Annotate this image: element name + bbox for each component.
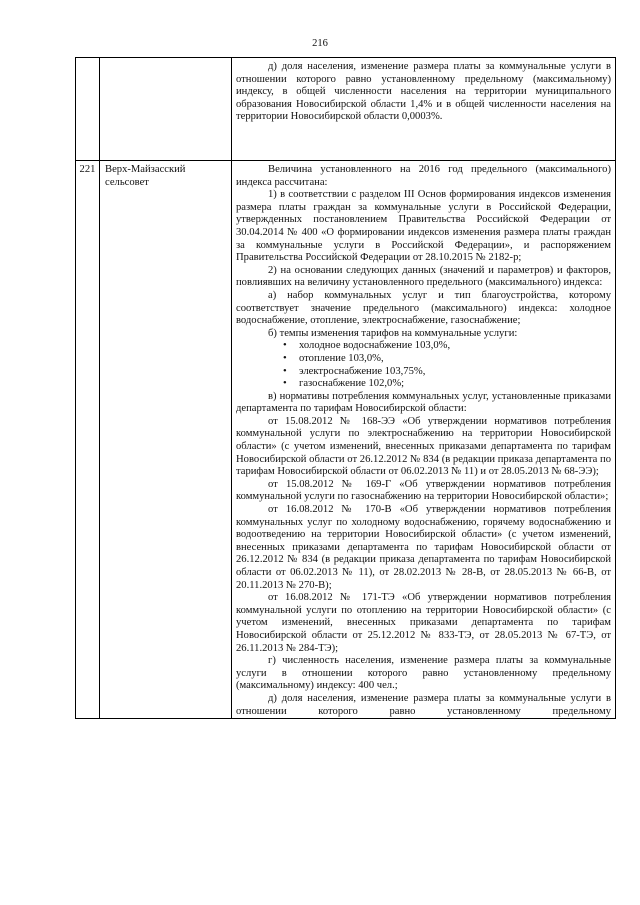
list-item: • отопление 103,0%, — [283, 352, 384, 364]
table-row — [76, 58, 616, 161]
content-cell — [232, 58, 616, 161]
paragraph-d: д) доля населения, изменение размера платы за коммунальные услуги в отношении которого равно установленному предельному — [236, 692, 611, 717]
paragraph-b: б) темпы изменения тарифов на коммунальные услуги: — [268, 327, 518, 339]
table-row — [76, 161, 616, 719]
bullet-icon: • — [283, 378, 287, 390]
paragraph-norm-170: от 16.08.2012 № 170-В «Об утверждении нормативов потребления коммунальных услуг по холодному водоснабжению, горячему водоснабжению и водоотведению на территории Новосибирской области» (с учетом изменений, внесенных приказами департамента по тарифам Новосибирской области от 26.12.2012 № 834 (в редакции приказа департамента по тарифам Новосибирской области от 06.02.2013 № 11), от 28.02.2013 № 28-В, от 28.05.2013 № 66-В, от 20.11.2013 № 270-В); — [236, 504, 611, 591]
paragraph-item-2: 2) на основании следующих данных (значений и параметров) и факторов, повлиявших на величину установленного предельного (максимального) индекса: — [236, 264, 611, 289]
list-item: • электроснабжение 103,75%, — [283, 365, 426, 377]
paragraph-g: г) численность населения, изменение размера платы за коммунальные услуги в отношении которого равно установленному предельному (максимальному) индексу: 400 чел.; — [236, 655, 611, 692]
page-number: 216 — [312, 38, 328, 49]
bullet-icon: • — [283, 340, 287, 352]
row-number-cell — [76, 58, 100, 161]
list-item: • холодное водоснабжение 103,0%, — [283, 340, 451, 352]
paragraph-norm-171: от 16.08.2012 № 171-ТЭ «Об утверждении нормативов потребления коммунальной услуги по отоплению на территории Новосибирской области» (с учетом изменений, внесенных приказами департамента по тарифам Новосибирской области от 25.12.2012 № 833-ТЭ, от 28.05.2013 № 67-ТЭ, от 26.11.2013 № 284-ТЭ); — [236, 592, 611, 654]
paragraph-v: в) нормативы потребления коммунальных услуг, установленные приказами департамента по тарифам Новосибирской области: — [236, 390, 611, 415]
paragraph-a: а) набор коммунальных услуг и тип благоустройства, которому соответствует значение предельного (максимального) индекса: холодное водоснабжение, отопление, электроснабжение, газоснабжение; — [236, 289, 611, 327]
paragraph-share-continued: д) доля населения, изменение размера платы за коммунальные услуги в отношении которого равно установленному предельному (максимальному) индексу, в общей численности населения на территории муниципального образования Новосибирской области 1,4% и в общей численности населения на территории Новосибирской области 0,0003%. — [236, 61, 611, 123]
paragraph-item-1: 1) в соответствии с разделом III Основ формирования индексов изменения размера платы граждан за коммунальные услуги в Российской Федерации, утвержденных постановлением Правительства Российской Федерации от 30.04.2014 № 400 «О формировании индексов изменения размера платы граждан за коммунальные услуги в Российской Федерации», и распоряжением Правительства Российской Федерации от 28.10.2015 № 2182-р; — [236, 189, 611, 264]
document-table — [75, 57, 616, 719]
row-number-cell: 221 — [76, 161, 100, 719]
paragraph-intro: Величина установленного на 2016 год предельного (максимального) индекса рассчитана: — [236, 164, 611, 188]
bullet-icon: • — [283, 352, 287, 364]
bullet-icon: • — [283, 365, 287, 377]
municipality-name-cell: Верх-Майзасский сельсовет — [100, 161, 232, 719]
paragraph-norm-168: от 15.08.2012 № 168-ЭЭ «Об утверждении нормативов потребления коммунальной услуги по электроснабжению на территории Новосибирской области» (с учетом изменений, внесенных приказами департамента по тарифам Новосибирской области от 26.12.2012 № 834 (в редакции приказа департамента по тарифам Новосибирской области от 06.02.2013 № 11) и от 28.05.2013 № 68-ЭЭ); — [236, 415, 611, 478]
list-item: • газоснабжение 102,0%; — [283, 378, 405, 390]
content-cell — [232, 161, 616, 719]
municipality-name-cell — [100, 58, 232, 161]
paragraph-norm-169: от 15.08.2012 № 169-Г «Об утверждении нормативов потребления коммунальной услуги по газоснабжению на территории Новосибирской области»; — [236, 478, 611, 503]
